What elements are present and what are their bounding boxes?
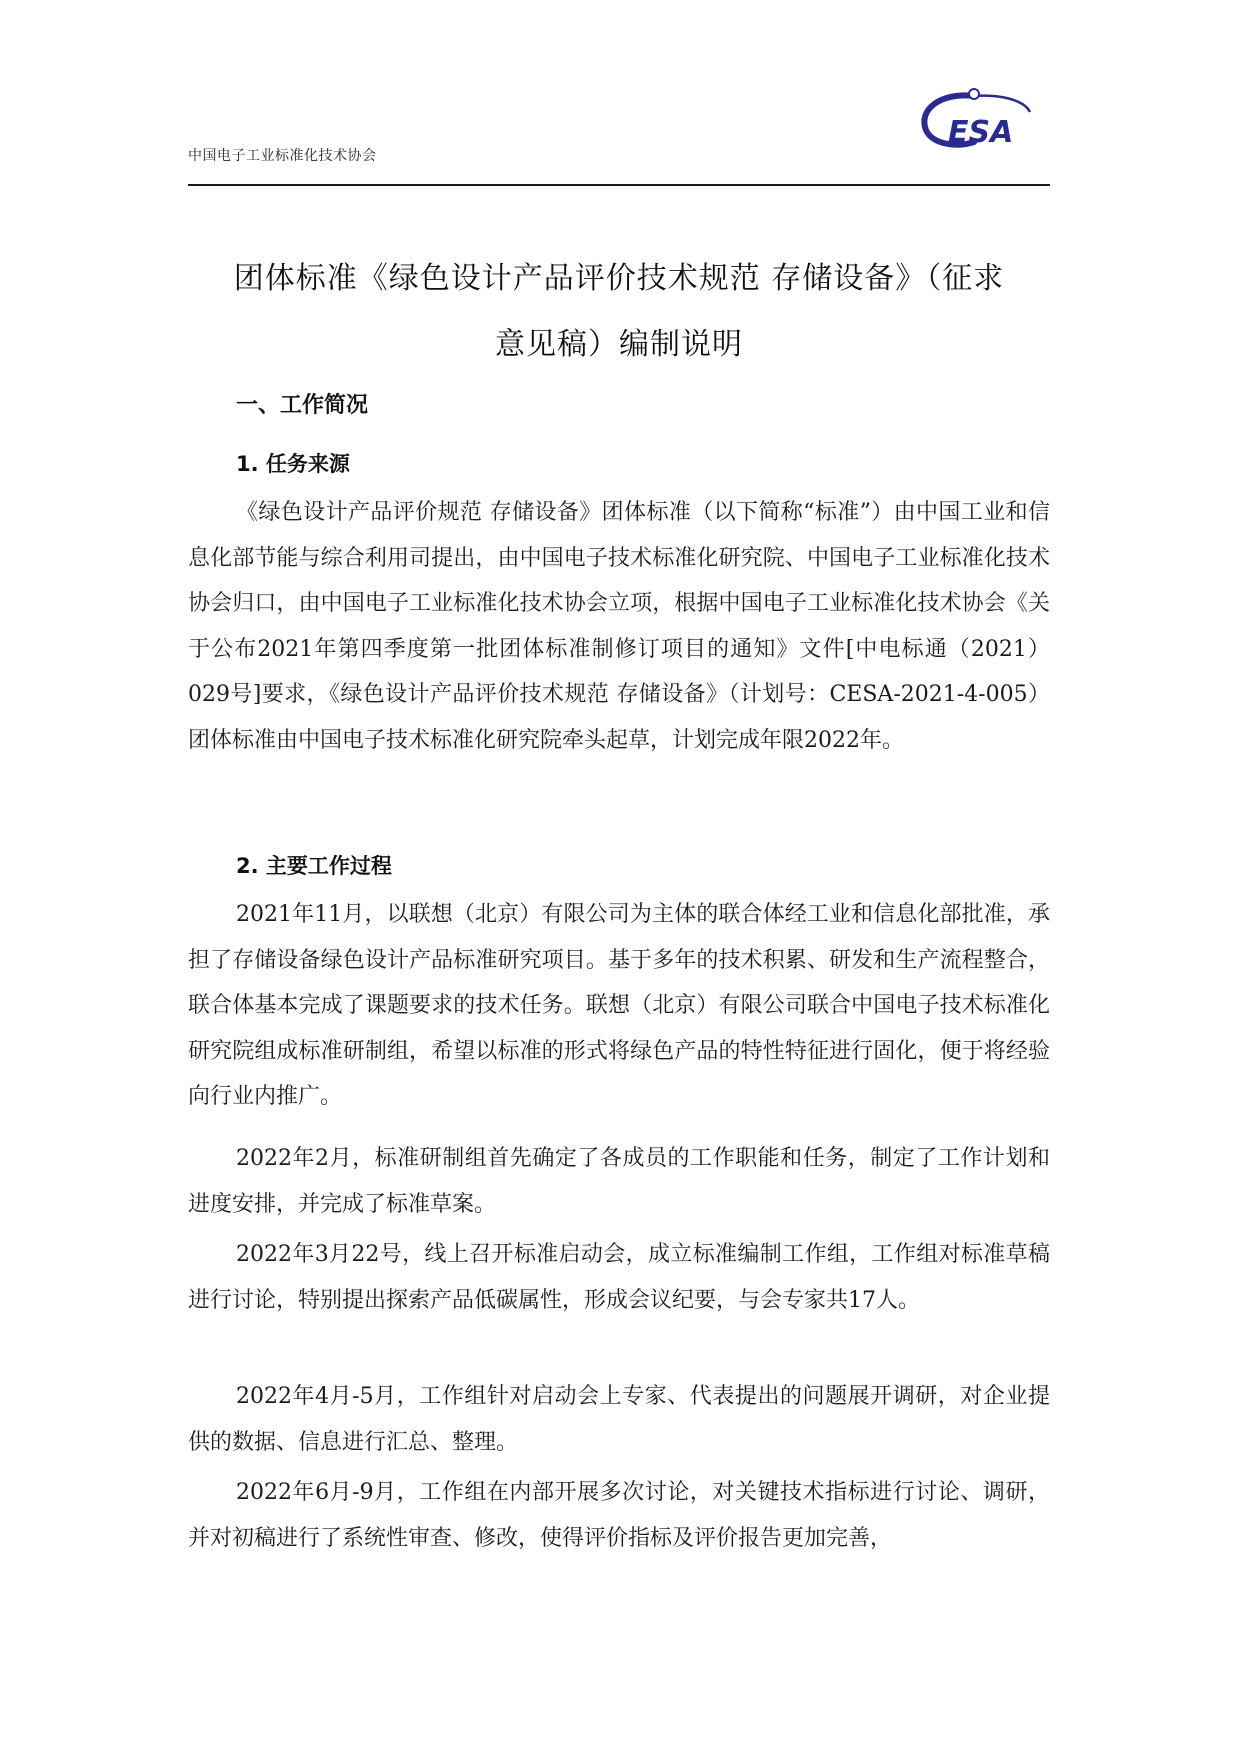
title-line-2: 意见稿）编制说明	[495, 327, 743, 362]
header-divider	[188, 184, 1050, 186]
document-title	[188, 246, 1050, 378]
paragraph-process-1: 2021年11月，以联想（北京）有限公司为主体的联合体经工业和信息化部批准，承担了存储设备绿色设计产品标准研究项目。基于多年的技术积累、研发和生产流程整合，联合体基本完成了课题要求的技术任务。联想（北京）有限公司联合中国电子技术标准化研究院组成标准研制组，希望以标准的形式将绿色产品的特性特征进行固化，便于将经验向行业内推广。	[188, 902, 1050, 1109]
subsection-heading-task-source: 1. 任务来源	[236, 452, 350, 476]
title-line-1: 团体标准《绿色设计产品评价技术规范 存储设备》（征求	[233, 261, 1005, 296]
paragraph-process-5: 2022年6月-9月，工作组在内部开展多次讨论，对关键技术指标进行讨论、调研，并对初稿进行了系统性审查、修改，使得评价指标及评价报告更加完善，	[188, 1480, 1050, 1551]
paragraph-task-source: 《绿色设计产品评价规范 存储设备》团体标准（以下简称“标准”）由中国工业和信息化部节能与综合利用司提出，由中国电子技术标准化研究院、中国电子工业标准化技术协会归口，由中国电子工业标准化技术协会立项，根据中国电子工业标准化技术协会《关于公布2021年第四季度第一批团体标准制修订项目的通知》文件[中电标通（2021）029号]要求，《绿色设计产品评价技术规范 存储设备》（计划号：CESA-2021-4-005）团体标准由中国电子技术标准化研究院牵头起草，计划完成年限2022年。	[188, 500, 1050, 753]
header-organization: 中国电子工业标准化技术协会	[188, 148, 377, 164]
paragraph-process-3: 2022年3月22号，线上召开标准启动会，成立标准编制工作组，工作组对标准草稿进行讨论，特别提出探索产品低碳属性，形成会议纪要，与会专家共17人。	[188, 1242, 1050, 1313]
section-heading-work-overview: 一、工作简况	[236, 393, 369, 418]
paragraph-process-4: 2022年4月-5月，工作组针对启动会上专家、代表提出的问题展开调研，对企业提供的数据、信息进行汇总、整理。	[188, 1384, 1050, 1455]
cesa-logo-icon	[912, 82, 1042, 162]
paragraph-process-2: 2022年2月，标准研制组首先确定了各成员的工作职能和任务，制定了工作计划和进度安排，并完成了标准草案。	[188, 1146, 1050, 1217]
subsection-heading-work-process: 2. 主要工作过程	[236, 854, 392, 878]
logo-text: ESA	[948, 115, 1014, 150]
